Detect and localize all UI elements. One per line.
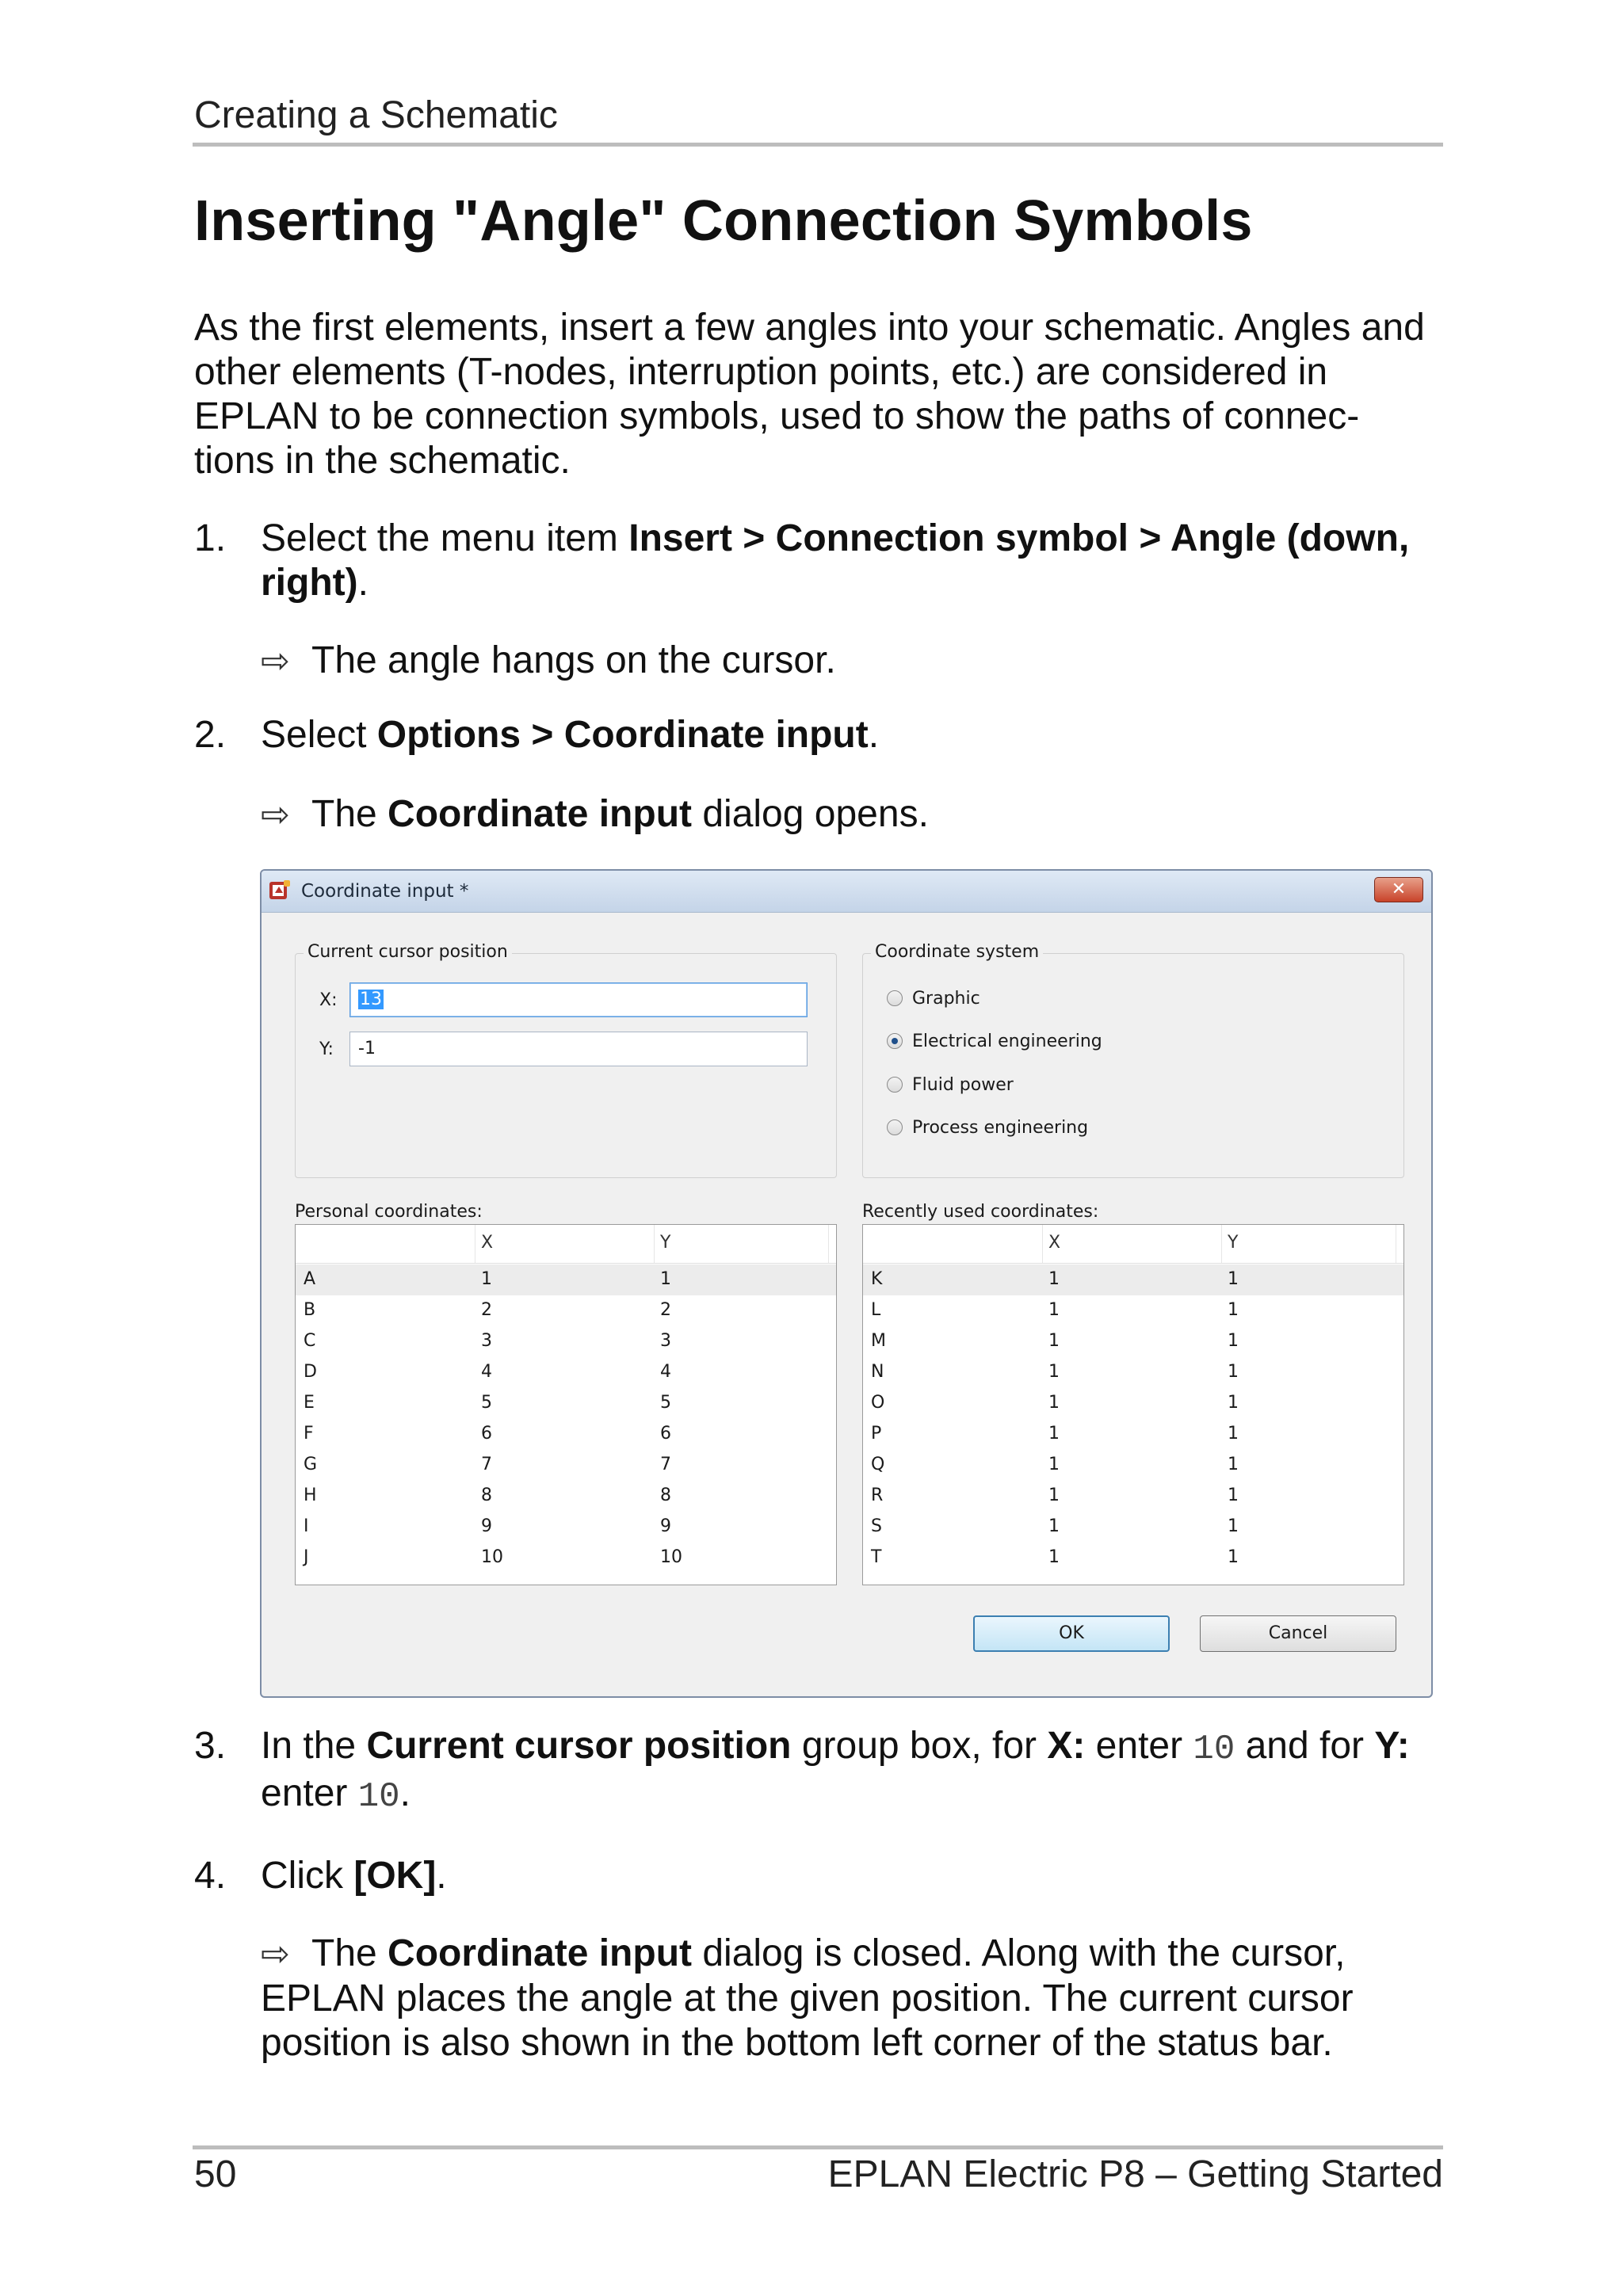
row-y-cell: 1 [1228,1547,1239,1567]
step-text-plain: group box, for [791,1725,1048,1767]
group-box-name: Current cursor position [366,1725,792,1767]
row-x-cell: 1 [1048,1300,1060,1320]
row-x-cell: 1 [1048,1393,1060,1413]
coordinate-input-dialog [260,869,1433,1698]
row-y-cell: 1 [1228,1424,1239,1444]
row-name-cell: G [304,1455,318,1474]
dialog-titlebar[interactable] [262,871,1431,913]
step-text-plain: Click [261,1855,354,1897]
step-text [261,517,1434,605]
close-icon: ✕ [1391,879,1407,899]
personal-coordinates-list[interactable] [295,1224,837,1585]
table-row[interactable] [863,1512,1403,1543]
coordinate-system-group [862,942,1404,1178]
result-1 [261,639,1434,684]
row-x-cell: 1 [1048,1486,1060,1505]
ok-button[interactable]: OK [973,1615,1170,1652]
row-y-cell: 1 [1228,1331,1239,1351]
row-x-cell: 9 [481,1516,492,1536]
table-row[interactable] [863,1326,1403,1357]
group-legend: Coordinate system [871,942,1043,962]
radio-label: Fluid power [912,1075,1014,1095]
row-name-cell: E [304,1393,315,1413]
row-name-cell: R [871,1486,884,1505]
row-name-cell: S [871,1516,882,1536]
list-header [296,1225,836,1264]
table-row[interactable] [863,1450,1403,1481]
row-x-cell: 2 [481,1300,492,1320]
step-number: 4. [194,1855,227,1897]
table-row[interactable] [863,1543,1403,1573]
table-row[interactable] [296,1357,836,1388]
menu-path: Insert > Connection symbol > Angle (down, right) [261,517,1410,604]
table-row[interactable] [296,1264,836,1295]
row-y-cell: 3 [660,1331,671,1351]
table-row[interactable] [296,1512,836,1543]
row-x-cell: 7 [481,1455,492,1474]
row-name-cell: P [871,1424,882,1444]
eplan-app-icon [268,879,292,902]
table-row[interactable] [296,1295,836,1326]
result-text: dialog opens. [692,793,929,835]
row-name-cell: A [304,1269,316,1289]
result-text: The [311,1932,388,1974]
result-arrow-icon: ⇨ [261,1935,290,1974]
button-name: [OK] [353,1855,437,1897]
row-x-cell: 5 [481,1393,492,1413]
row-name-cell: N [871,1362,884,1382]
row-x-cell: 1 [1048,1331,1060,1351]
running-head: Creating a Schematic [194,94,558,136]
step-text-plain: . [357,562,369,604]
row-y-cell: 5 [660,1393,671,1413]
column-header-x[interactable]: X [481,1233,494,1253]
section-title: Inserting "Angle" Connection Symbols [194,189,1253,253]
table-row[interactable] [296,1543,836,1573]
column-divider[interactable] [828,1225,829,1263]
book-title: EPLAN Electric P8 – Getting Started [827,2153,1443,2195]
table-row[interactable] [863,1388,1403,1419]
row-y-cell: 6 [660,1424,671,1444]
table-row[interactable] [296,1419,836,1450]
table-row[interactable] [863,1481,1403,1512]
row-x-cell: 1 [481,1269,492,1289]
step-text-plain: enter [1085,1725,1193,1767]
row-y-cell: 1 [1228,1486,1239,1505]
table-row[interactable] [296,1388,836,1419]
row-x-cell: 6 [481,1424,492,1444]
radio-button-selected[interactable] [887,1033,903,1049]
row-y-cell: 2 [660,1300,671,1320]
y-input-value: -1 [358,1039,376,1058]
row-x-cell: 8 [481,1486,492,1505]
close-button[interactable] [1374,877,1423,902]
step-number: 2. [194,714,227,756]
column-header-y[interactable]: Y [1228,1233,1239,1253]
row-x-cell: 1 [1048,1424,1060,1444]
table-row[interactable] [296,1481,836,1512]
row-name-cell: D [304,1362,317,1382]
radio-button[interactable] [887,1119,903,1135]
row-x-cell: 4 [481,1362,492,1382]
row-name-cell: Q [871,1455,885,1474]
result-arrow-icon: ⇨ [261,795,290,834]
page-number: 50 [194,2153,237,2195]
row-name-cell: C [304,1331,316,1351]
table-row[interactable] [296,1450,836,1481]
row-x-cell: 10 [481,1547,503,1567]
step-number: 1. [194,517,227,559]
x-label: X: [319,990,338,1010]
row-name-cell: B [304,1300,316,1320]
row-y-cell: 7 [660,1455,671,1474]
radio-label: Process engineering [912,1118,1089,1138]
row-y-cell: 1 [1228,1516,1239,1536]
row-name-cell: L [871,1300,881,1320]
table-row[interactable] [863,1357,1403,1388]
column-divider[interactable] [1221,1225,1222,1263]
dialog-title: Coordinate input * [301,881,469,902]
intro-paragraph: As the first elements, insert a few angles into your schematic. Angles and other elements (T-nodes, interruption points, etc.) are considered in EPLAN to be connection symbols, used to show the paths of connec-tions in the schematic. [194,307,1425,482]
input-value: 10 [357,1777,400,1817]
row-y-cell: 1 [1228,1393,1239,1413]
row-name-cell: H [304,1486,317,1505]
table-row[interactable] [863,1419,1403,1450]
column-header-x[interactable]: X [1048,1233,1061,1253]
step-text-plain: and for [1235,1725,1375,1767]
row-name-cell: I [304,1516,309,1536]
radio-label: Electrical engineering [912,1032,1102,1051]
field-name: Y: [1374,1725,1410,1767]
step-text-plain: Select [261,714,377,756]
step-text-plain: . [436,1855,447,1897]
row-name-cell: O [871,1393,885,1413]
row-name-cell: J [304,1547,309,1567]
row-x-cell: 1 [1048,1455,1060,1474]
row-y-cell: 1 [1228,1362,1239,1382]
y-input[interactable] [349,1032,808,1066]
result-text: dialog is closed. Along with the cursor, EPLAN places the angle at the given position. The current cursor position is also shown in the bottom left corner of the status bar. [261,1932,1354,2064]
footer-rule [193,2145,1443,2149]
row-x-cell: 1 [1048,1269,1060,1289]
row-x-cell: 1 [1048,1547,1060,1567]
row-name-cell: F [304,1424,314,1444]
input-value: 10 [1193,1730,1235,1769]
row-name-cell: T [871,1547,882,1567]
table-row[interactable] [863,1295,1403,1326]
row-y-cell: 1 [1228,1300,1239,1320]
x-input[interactable] [349,982,808,1017]
result-text: The angle hangs on the cursor. [311,639,836,681]
step-text-plain: . [399,1772,411,1814]
row-x-cell: 1 [1048,1516,1060,1536]
list-header [863,1225,1403,1264]
radio-label: Graphic [912,989,980,1009]
result-2 [261,792,1434,837]
field-name: X: [1047,1725,1086,1767]
result-arrow-icon: ⇨ [261,642,290,681]
dialog-name: Coordinate input [388,793,692,835]
step-text [261,1724,1434,1819]
row-y-cell: 1 [1228,1455,1239,1474]
column-header-y[interactable]: Y [660,1233,671,1253]
personal-coordinates-label: Personal coordinates: [295,1202,483,1222]
step-text-plain: enter [261,1772,358,1814]
row-name-cell: M [871,1331,886,1351]
step-text-plain: . [868,714,880,756]
radio-button[interactable] [887,990,903,1006]
cancel-button[interactable]: Cancel [1200,1615,1396,1652]
table-row[interactable] [863,1264,1403,1295]
y-label: Y: [319,1039,334,1059]
column-divider[interactable] [654,1225,655,1263]
step-text-plain: In the [261,1725,367,1767]
dialog-name: Coordinate input [388,1932,692,1974]
row-y-cell: 1 [660,1269,671,1289]
column-divider[interactable] [1042,1225,1043,1263]
header-rule [193,143,1443,147]
table-row[interactable] [296,1326,836,1357]
recent-coordinates-list[interactable] [862,1224,1404,1585]
group-legend: Current cursor position [304,942,512,962]
row-x-cell: 3 [481,1331,492,1351]
result-text: The [311,793,388,835]
row-y-cell: 4 [660,1362,671,1382]
row-name-cell: K [871,1269,883,1289]
radio-button[interactable] [887,1077,903,1093]
menu-path: Options > Coordinate input [376,714,869,756]
result-3 [261,1932,1434,2065]
step-text [261,1854,1434,1898]
x-input-value: 13 [360,990,382,1009]
step-text [261,713,1434,757]
row-x-cell: 1 [1048,1362,1060,1382]
recent-coordinates-label: Recently used coordinates: [862,1202,1099,1222]
row-y-cell: 8 [660,1486,671,1505]
step-number: 3. [194,1725,227,1767]
cursor-position-group [295,942,837,1178]
step-text-plain: Select the menu item [261,517,629,559]
row-y-cell: 1 [1228,1269,1239,1289]
row-y-cell: 10 [660,1547,682,1567]
row-y-cell: 9 [660,1516,671,1536]
